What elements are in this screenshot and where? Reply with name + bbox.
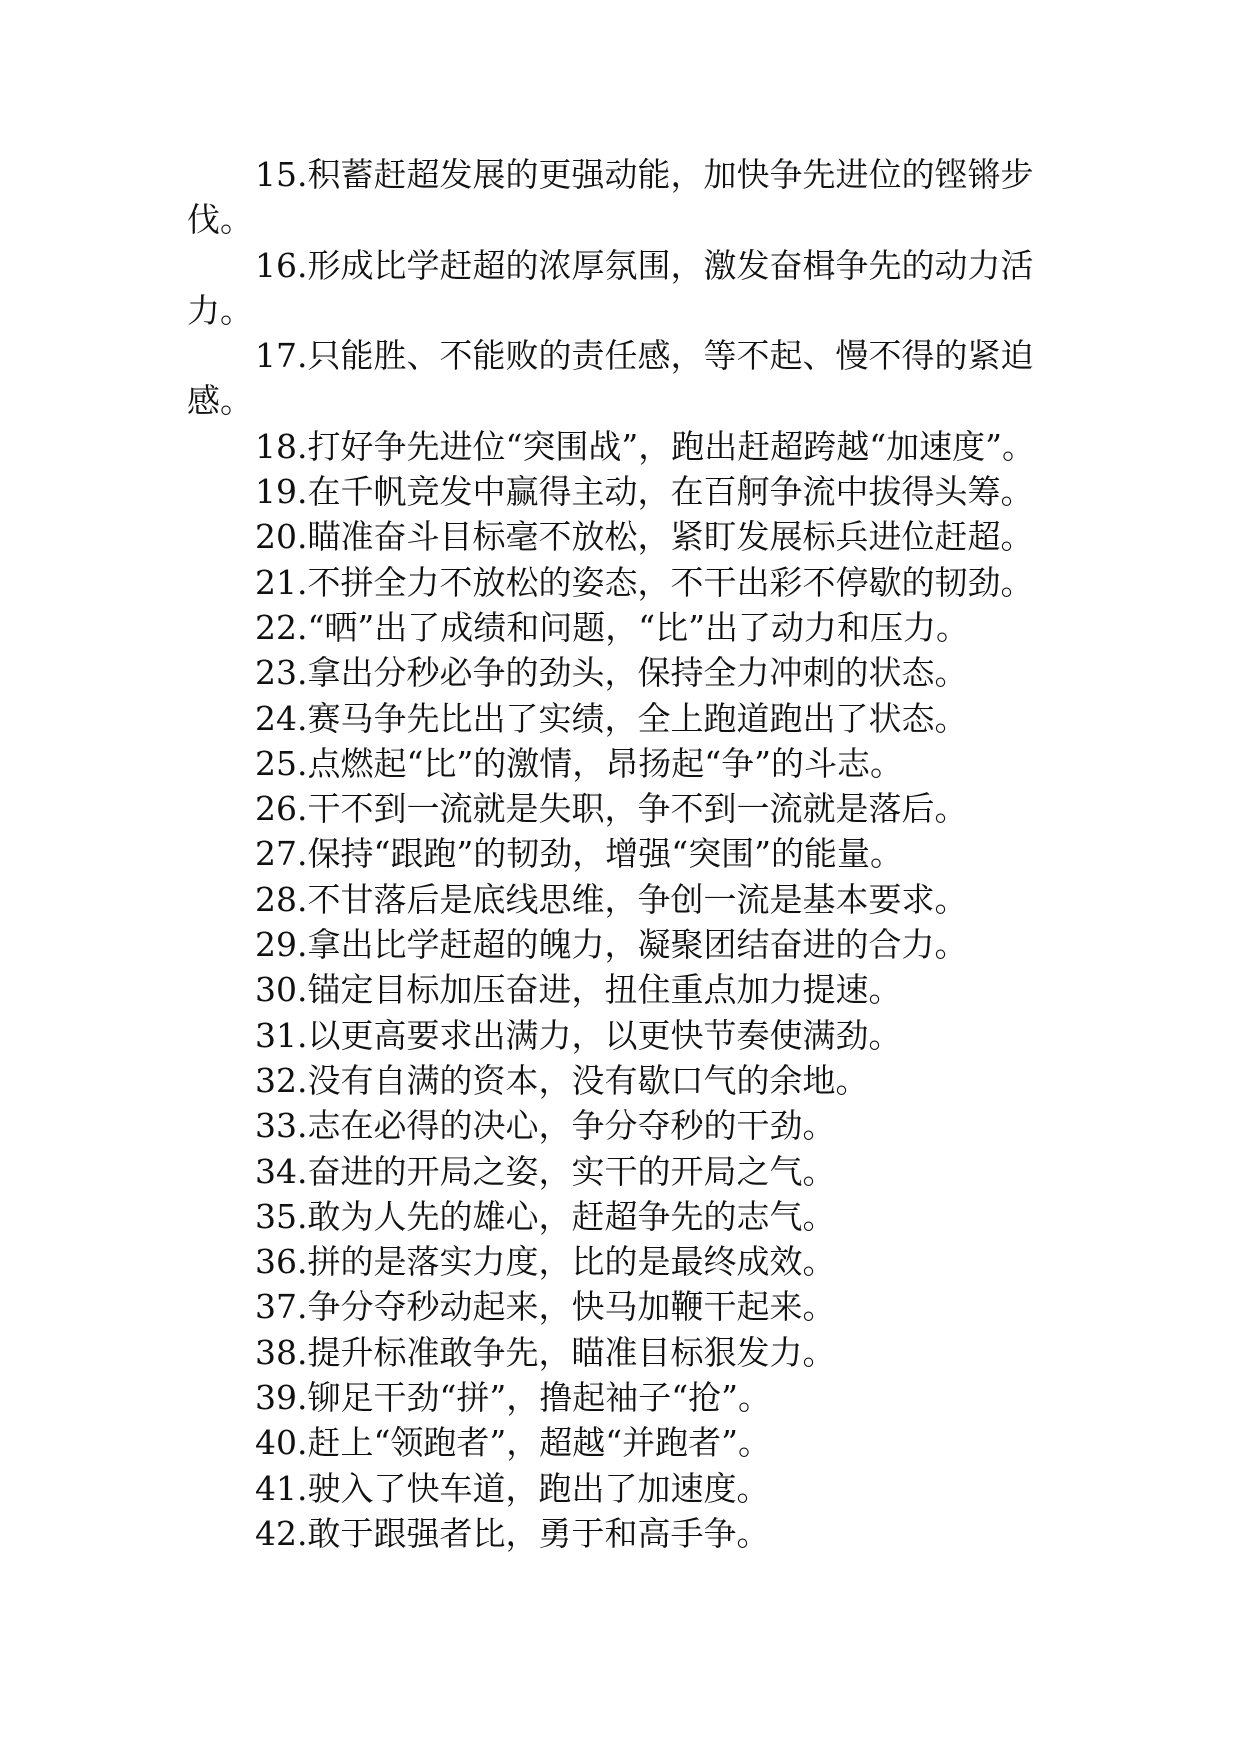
list-item xyxy=(187,1149,1057,1194)
item-number: 19. xyxy=(255,472,308,512)
list-item xyxy=(187,152,1057,243)
item-number: 38. xyxy=(255,1332,308,1372)
item-number: 37. xyxy=(255,1287,308,1327)
item-text: 敢于跟强者比，勇于和高手争。 xyxy=(307,1513,770,1553)
list-item xyxy=(187,1103,1057,1148)
list-item xyxy=(187,514,1057,559)
list-item xyxy=(187,424,1057,469)
item-text: 志在必得的决心，争分夺秒的干劲。 xyxy=(307,1106,836,1146)
item-text: 拼的是落实力度，比的是最终成效。 xyxy=(307,1242,836,1282)
item-number: 21. xyxy=(255,562,308,602)
item-text: 不拼全力不放松的姿态，不干出彩不停歇的韧劲。 xyxy=(307,562,1034,602)
item-text: 打好争先进位“突围战”，跑出赶超跨越“加速度”。 xyxy=(307,426,1035,466)
list-item xyxy=(187,877,1057,922)
item-number: 17. xyxy=(255,336,308,376)
list-item xyxy=(187,243,1057,334)
item-text: 敢为人先的雄心，赶超争先的志气。 xyxy=(307,1196,836,1236)
item-text: “晒”出了成绩和问题，“比”出了动力和压力。 xyxy=(307,607,969,647)
item-number: 36. xyxy=(255,1242,308,1282)
item-text: 点燃起“比”的激情，昂扬起“争”的斗志。 xyxy=(307,743,903,783)
item-number: 41. xyxy=(255,1468,308,1508)
item-text: 赶上“领跑者”，超越“并跑者”。 xyxy=(307,1423,771,1463)
item-number: 26. xyxy=(255,789,308,829)
item-number: 24. xyxy=(255,698,308,738)
item-text: 不甘落后是底线思维，争创一流是基本要求。 xyxy=(307,879,968,919)
item-text: 干不到一流就是失职，争不到一流就是落后。 xyxy=(307,789,968,829)
list-item xyxy=(187,967,1057,1012)
item-number: 22. xyxy=(255,607,308,647)
item-number: 31. xyxy=(255,1015,308,1055)
item-text: 奋进的开局之姿，实干的开局之气。 xyxy=(307,1151,836,1191)
list-item xyxy=(187,333,1057,424)
list-item xyxy=(187,1375,1057,1420)
item-number: 33. xyxy=(255,1106,308,1146)
item-number: 29. xyxy=(255,925,308,965)
item-number: 15. xyxy=(255,155,308,194)
list-item xyxy=(187,1194,1057,1239)
item-text: 驶入了快车道，跑出了加速度。 xyxy=(307,1468,770,1508)
item-text: 锚定目标加压奋进，扭住重点加力提速。 xyxy=(307,970,902,1010)
list-item xyxy=(187,922,1057,967)
item-text: 拿出分秒必争的劲头，保持全力冲刺的状态。 xyxy=(307,653,968,693)
item-number: 32. xyxy=(255,1060,308,1100)
item-number: 42. xyxy=(255,1513,308,1553)
list-item xyxy=(187,1013,1057,1058)
item-number: 34. xyxy=(255,1151,308,1191)
list-item xyxy=(187,696,1057,741)
item-text: 没有自满的资本，没有歇口气的余地。 xyxy=(307,1060,869,1100)
list-item xyxy=(187,650,1057,695)
item-text: 拿出比学赶超的魄力，凝聚团结奋进的合力。 xyxy=(307,925,968,965)
list-item xyxy=(187,1330,1057,1375)
list-item xyxy=(187,1420,1057,1465)
item-number: 20. xyxy=(255,517,308,557)
item-number: 39. xyxy=(255,1378,308,1418)
item-text: 形成比学赶超的浓厚氛围，激发奋楫争先的动力活力。 xyxy=(187,245,1034,330)
list-item xyxy=(187,831,1057,876)
item-text: 争分夺秒动起来，快马加鞭干起来。 xyxy=(307,1287,836,1327)
slogan-list xyxy=(187,152,1057,1556)
item-text: 只能胜、不能败的责任感，等不起、慢不得的紧迫感。 xyxy=(187,336,1034,421)
list-item xyxy=(187,1239,1057,1284)
list-item xyxy=(187,741,1057,786)
item-text: 以更高要求出满力，以更快节奏使满劲。 xyxy=(307,1015,902,1055)
item-number: 27. xyxy=(255,834,308,874)
item-number: 28. xyxy=(255,879,308,919)
item-text: 提升标准敢争先，瞄准目标狠发力。 xyxy=(307,1332,836,1372)
item-text: 保持“跟跑”的韧劲，增强“突围”的能量。 xyxy=(307,834,903,874)
item-text: 赛马争先比出了实绩，全上跑道跑出了状态。 xyxy=(307,698,968,738)
list-item xyxy=(187,605,1057,650)
item-number: 35. xyxy=(255,1196,308,1236)
item-number: 23. xyxy=(255,653,308,693)
item-text: 积蓄赶超发展的更强动能，加快争先进位的铿锵步伐。 xyxy=(187,155,1034,240)
list-item xyxy=(187,1284,1057,1329)
list-item xyxy=(187,1511,1057,1556)
item-number: 40. xyxy=(255,1423,308,1463)
item-text: 瞄准奋斗目标毫不放松，紧盯发展标兵进位赶超。 xyxy=(307,517,1034,557)
item-number: 25. xyxy=(255,743,308,783)
list-item xyxy=(187,1466,1057,1511)
list-item xyxy=(187,1058,1057,1103)
item-text: 在千帆竞发中赢得主动，在百舸争流中拔得头筹。 xyxy=(307,472,1034,512)
list-item xyxy=(187,469,1057,514)
list-item xyxy=(187,786,1057,831)
item-number: 30. xyxy=(255,970,308,1010)
item-number: 16. xyxy=(255,245,308,285)
item-number: 18. xyxy=(255,426,308,466)
item-text: 铆足干劲“拼”，撸起袖子“抢”。 xyxy=(307,1378,771,1418)
list-item xyxy=(187,560,1057,605)
